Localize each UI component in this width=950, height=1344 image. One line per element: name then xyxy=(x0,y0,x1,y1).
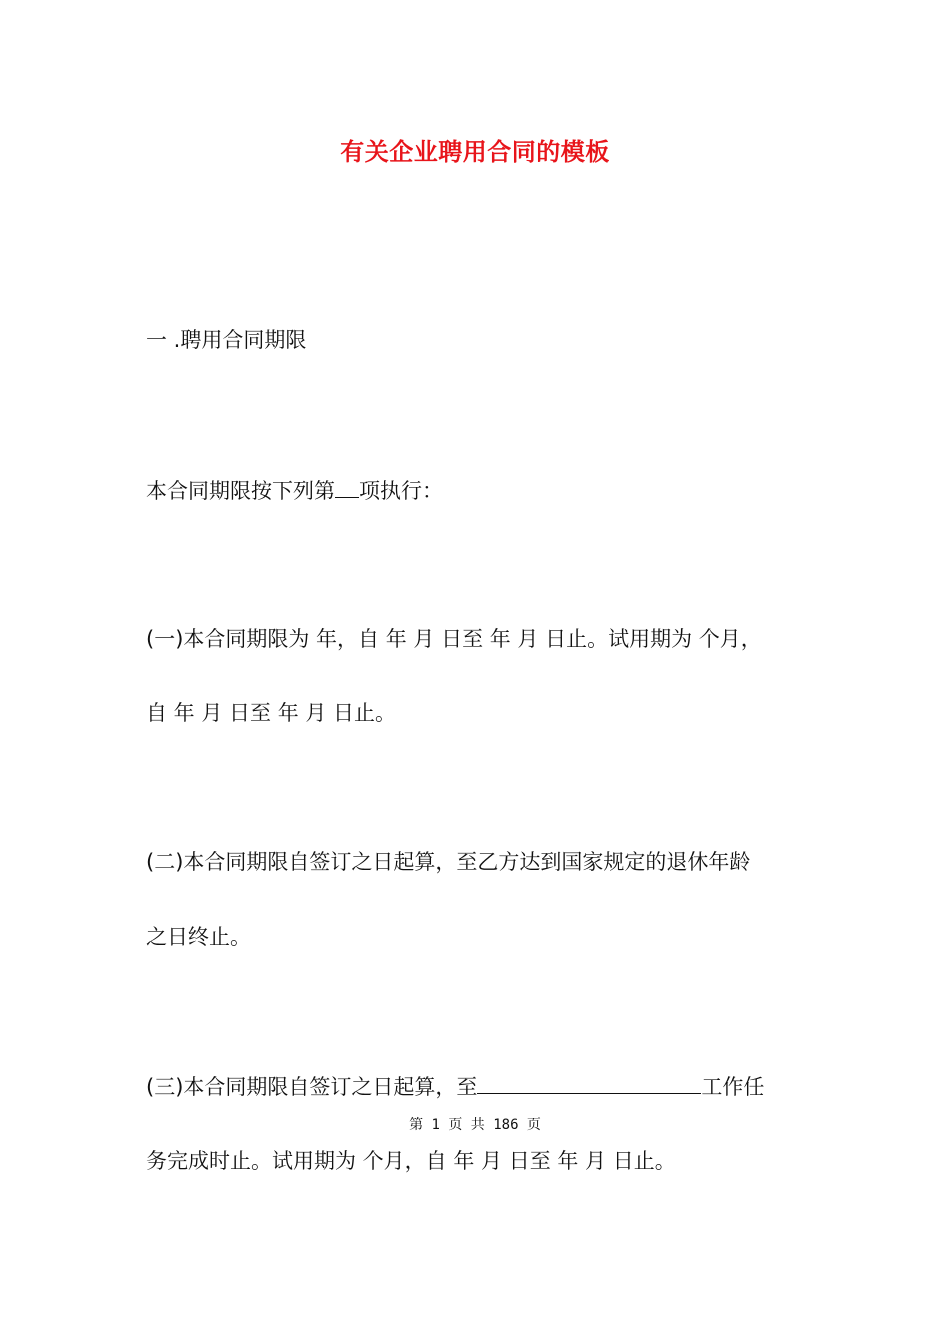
item3-text-after: 工作任 xyxy=(701,1075,765,1099)
intro-text-before: 本合同期限按下列第 xyxy=(146,479,335,503)
item2-line1: (二)本合同期限自签订之日起算，至乙方达到国家规定的退休年龄 xyxy=(146,850,751,874)
intro-text-after: 项执行： xyxy=(359,479,443,503)
page-title: 有关企业聘用合同的模板 xyxy=(340,138,610,166)
section-heading: 一 .聘用合同期限 xyxy=(146,328,307,352)
item1-line2: 自 年 月 日至 年 月 日止。 xyxy=(146,701,397,725)
item1-line1: (一)本合同期限为 年，自 年 月 日至 年 月 日止。试用期为 个月， xyxy=(146,627,762,651)
work-task-blank xyxy=(477,1071,701,1094)
item-number-blank xyxy=(335,475,359,498)
item3-text-before: (三)本合同期限自签订之日起算，至 xyxy=(146,1075,478,1099)
item3-line1 xyxy=(146,1071,764,1102)
item3-line2: 务完成时止。试用期为 个月，自 年 月 日至 年 月 日止。 xyxy=(146,1149,676,1173)
page-footer: 第 1 页 共 186 页 xyxy=(409,1117,541,1133)
item2-line2: 之日终止。 xyxy=(146,925,251,949)
intro-line xyxy=(146,475,443,506)
